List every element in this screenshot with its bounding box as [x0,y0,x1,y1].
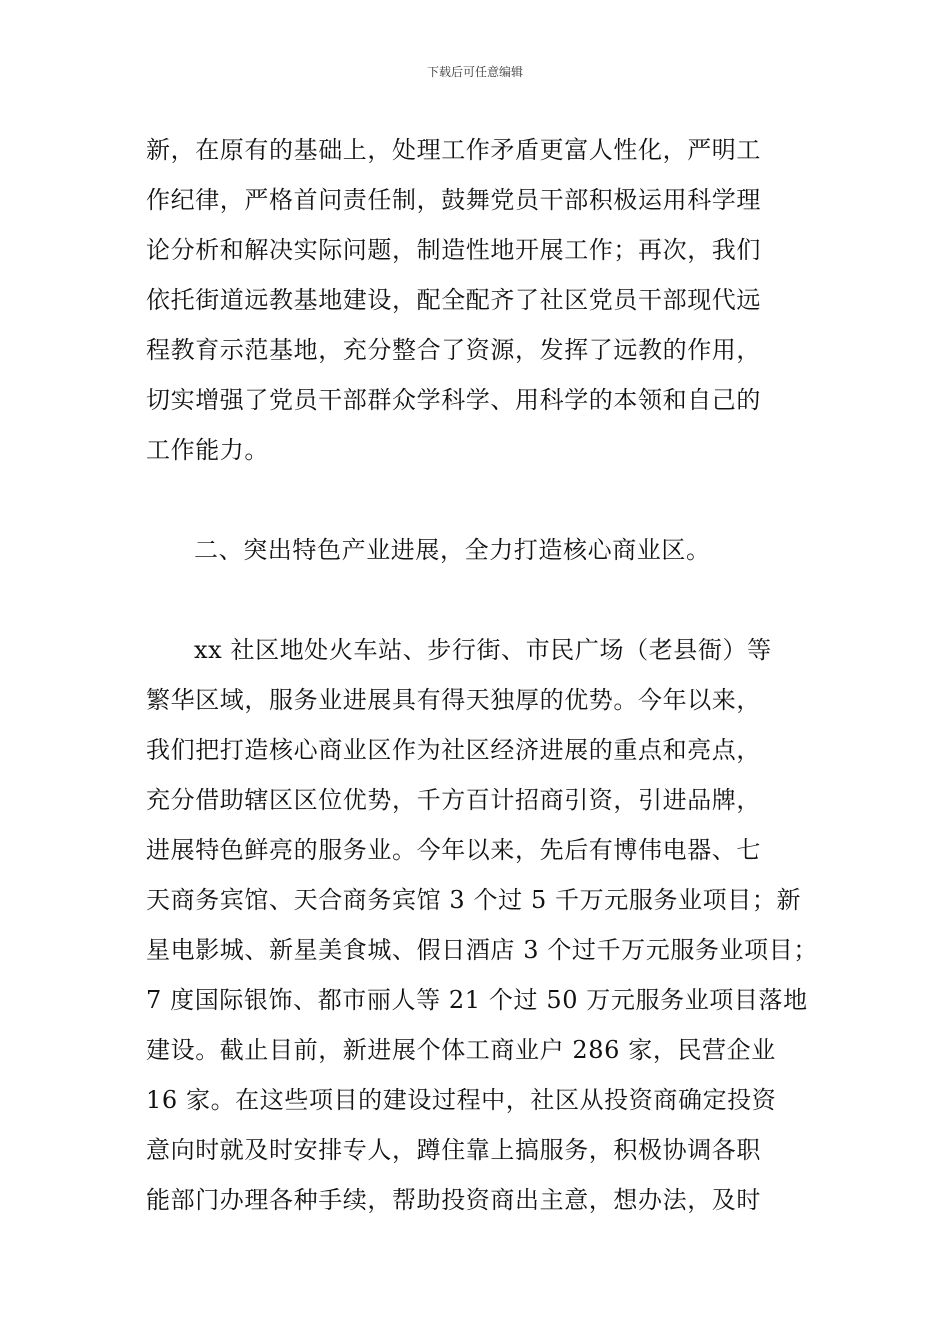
body-line-1: 新，在原有的基础上，处理工作矛盾更富人性化，严明工 [146,136,761,164]
body-line-2: 作纪律，严格首问责任制，鼓舞党员干部积极运用科学理 [146,186,761,214]
body-line-14: 天商务宾馆、天合商务宾馆 3 个过 5 千万元服务业项目；新 [146,886,802,914]
body-line-5: 程教育示范基地，充分整合了资源，发挥了远教的作用， [146,336,761,364]
section-heading: 二、突出特色产业进展，全力打造核心商业区。 [194,536,711,564]
body-line-10: 繁华区域，服务业进展具有得天独厚的优势。今年以来， [146,686,761,714]
body-line-17: 建设。截止目前，新进展个体工商业户 286 家，民营企业 [146,1036,776,1064]
body-line-16: 7 度国际银饰、都市丽人等 21 个过 50 万元服务业项目落地 [146,986,808,1014]
body-line-12: 充分借助辖区区位优势，千方百计招商引资，引进品牌， [146,786,761,814]
page-header: 下载后可任意编辑 [426,65,523,79]
body-line-18: 16 家。在这些项目的建设过程中，社区从投资商确定投资 [146,1086,777,1114]
body-line-7: 工作能力。 [146,436,269,464]
body-line-11: 我们把打造核心商业区作为社区经济进展的重点和亮点， [146,736,761,764]
body-line-13: 进展特色鲜亮的服务业。今年以来，先后有博伟电器、七 [146,836,761,864]
body-line-3: 论分析和解决实际问题，制造性地开展工作；再次，我们 [146,236,761,264]
body-line-6: 切实增强了党员干部群众学科学、用科学的本领和自己的 [146,386,761,414]
body-line-15: 星电影城、新星美食城、假日酒店 3 个过千万元服务业项目； [146,936,818,964]
body-line-20: 能部门办理各种手续，帮助投资商出主意，想办法，及时 [146,1186,761,1214]
body-line-9: xx 社区地处火车站、步行街、市民广场（老县衙）等 [194,636,772,664]
body-line-19: 意向时就及时安排专人，蹲住靠上搞服务，积极协调各职 [146,1136,761,1164]
body-line-4: 依托街道远教基地建设，配全配齐了社区党员干部现代远 [146,286,761,314]
